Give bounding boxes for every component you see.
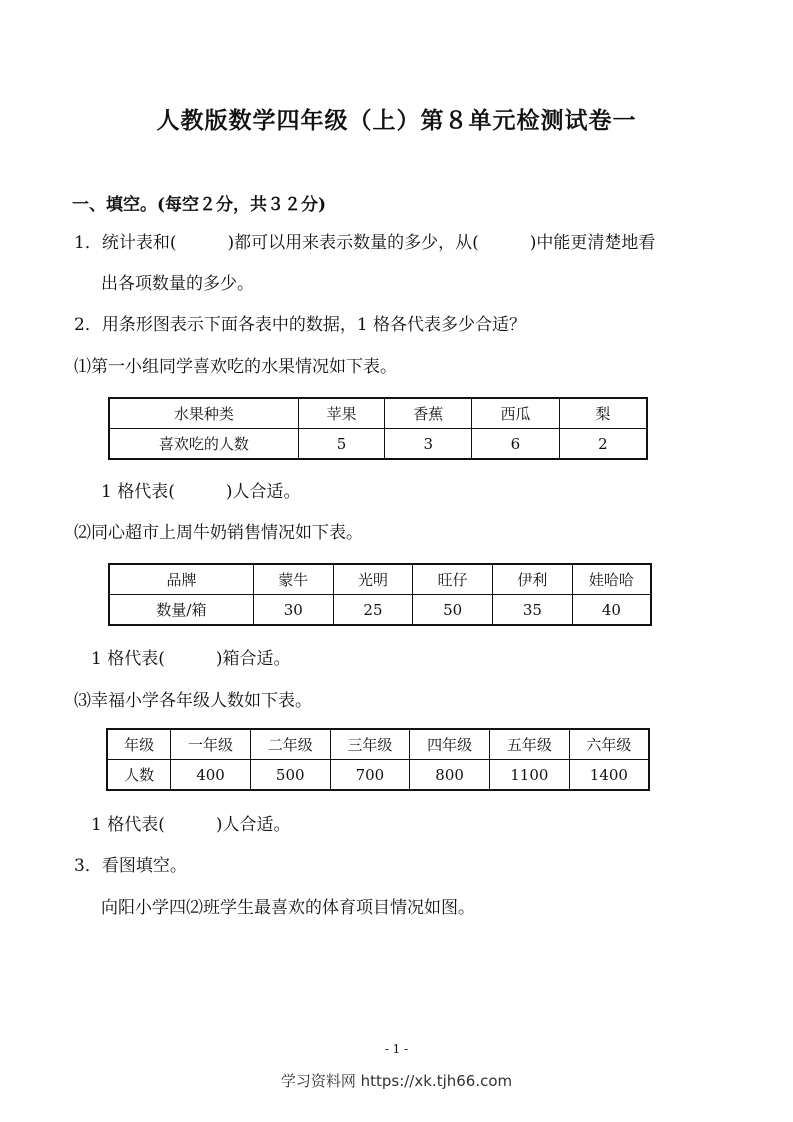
- question-2-1-answer: 1 格代表( )人合适。: [101, 482, 301, 502]
- table-cell: 香蕉: [385, 398, 472, 429]
- question-2-text: 2．用条形图表示下面各表中的数据，1 格各代表多少合适？: [74, 315, 527, 335]
- table-cell: 旺仔: [413, 564, 493, 595]
- grade-table: [106, 728, 650, 791]
- question-1-line-1: 1．统计表和( )都可以用来表示数量的多少，从( )中能更清楚地看: [74, 233, 656, 253]
- table-cell: 年级: [107, 729, 171, 760]
- table-cell: 二年级: [250, 729, 330, 760]
- table-cell: 六年级: [569, 729, 649, 760]
- table-cell: 一年级: [171, 729, 251, 760]
- footer-watermark: 学习资料网 https://xk.tjh66.com: [280, 1072, 513, 1090]
- question-2-2-answer: 1 格代表( )箱合适。: [91, 649, 291, 669]
- table-cell: 2: [559, 429, 647, 460]
- table-cell: 3: [385, 429, 472, 460]
- table-cell: 35: [493, 595, 573, 626]
- table-header-row: [109, 398, 647, 429]
- table-cell: 水果种类: [109, 398, 298, 429]
- table-cell: 光明: [333, 564, 413, 595]
- section-heading: 一、填空。(每空２分，共３２分): [72, 195, 327, 215]
- table-cell: 400: [171, 760, 251, 791]
- table-cell: 苹果: [298, 398, 385, 429]
- table-row: [109, 429, 647, 460]
- table-cell: 喜欢吃的人数: [109, 429, 298, 460]
- question-1-line-2: 出各项数量的多少。: [101, 274, 254, 294]
- table-cell: 西瓜: [472, 398, 560, 429]
- table-cell: 娃哈哈: [572, 564, 651, 595]
- question-2-2-caption: ⑵同心超市上周牛奶销售情况如下表。: [74, 523, 363, 543]
- table-cell: 梨: [559, 398, 647, 429]
- table-cell: 数量/箱: [109, 595, 253, 626]
- table-cell: 25: [333, 595, 413, 626]
- table-header-row: [109, 564, 651, 595]
- table-cell: 三年级: [330, 729, 410, 760]
- table-cell: 50: [413, 595, 493, 626]
- table-row: [107, 760, 649, 791]
- table-row: [109, 595, 651, 626]
- table-cell: 800: [410, 760, 490, 791]
- table-cell: 5: [298, 429, 385, 460]
- page-number: - 1 -: [384, 1042, 409, 1056]
- table-cell: 6: [472, 429, 560, 460]
- fruit-table: [108, 397, 648, 460]
- question-2-3-caption: ⑶幸福小学各年级人数如下表。: [74, 691, 312, 711]
- table-cell: 30: [253, 595, 333, 626]
- page-title: 人教版数学四年级（上）第８单元检测试卷一: [156, 107, 637, 134]
- table-cell: 40: [572, 595, 651, 626]
- table-cell: 蒙牛: [253, 564, 333, 595]
- question-2-3-answer: 1 格代表( )人合适。: [91, 815, 291, 835]
- table-cell: 伊利: [493, 564, 573, 595]
- table-cell: 四年级: [410, 729, 490, 760]
- question-3-description: 向阳小学四⑵班学生最喜欢的体育项目情况如图。: [101, 898, 475, 918]
- table-cell: 品牌: [109, 564, 253, 595]
- table-cell: 500: [250, 760, 330, 791]
- milk-table: [108, 563, 652, 626]
- table-cell: 人数: [107, 760, 171, 791]
- table-cell: 1400: [569, 760, 649, 791]
- table-header-row: [107, 729, 649, 760]
- question-3-text: 3．看图填空。: [74, 856, 187, 876]
- table-cell: 五年级: [489, 729, 569, 760]
- table-cell: 1100: [489, 760, 569, 791]
- question-2-1-caption: ⑴第一小组同学喜欢吃的水果情况如下表。: [74, 357, 397, 377]
- table-cell: 700: [330, 760, 410, 791]
